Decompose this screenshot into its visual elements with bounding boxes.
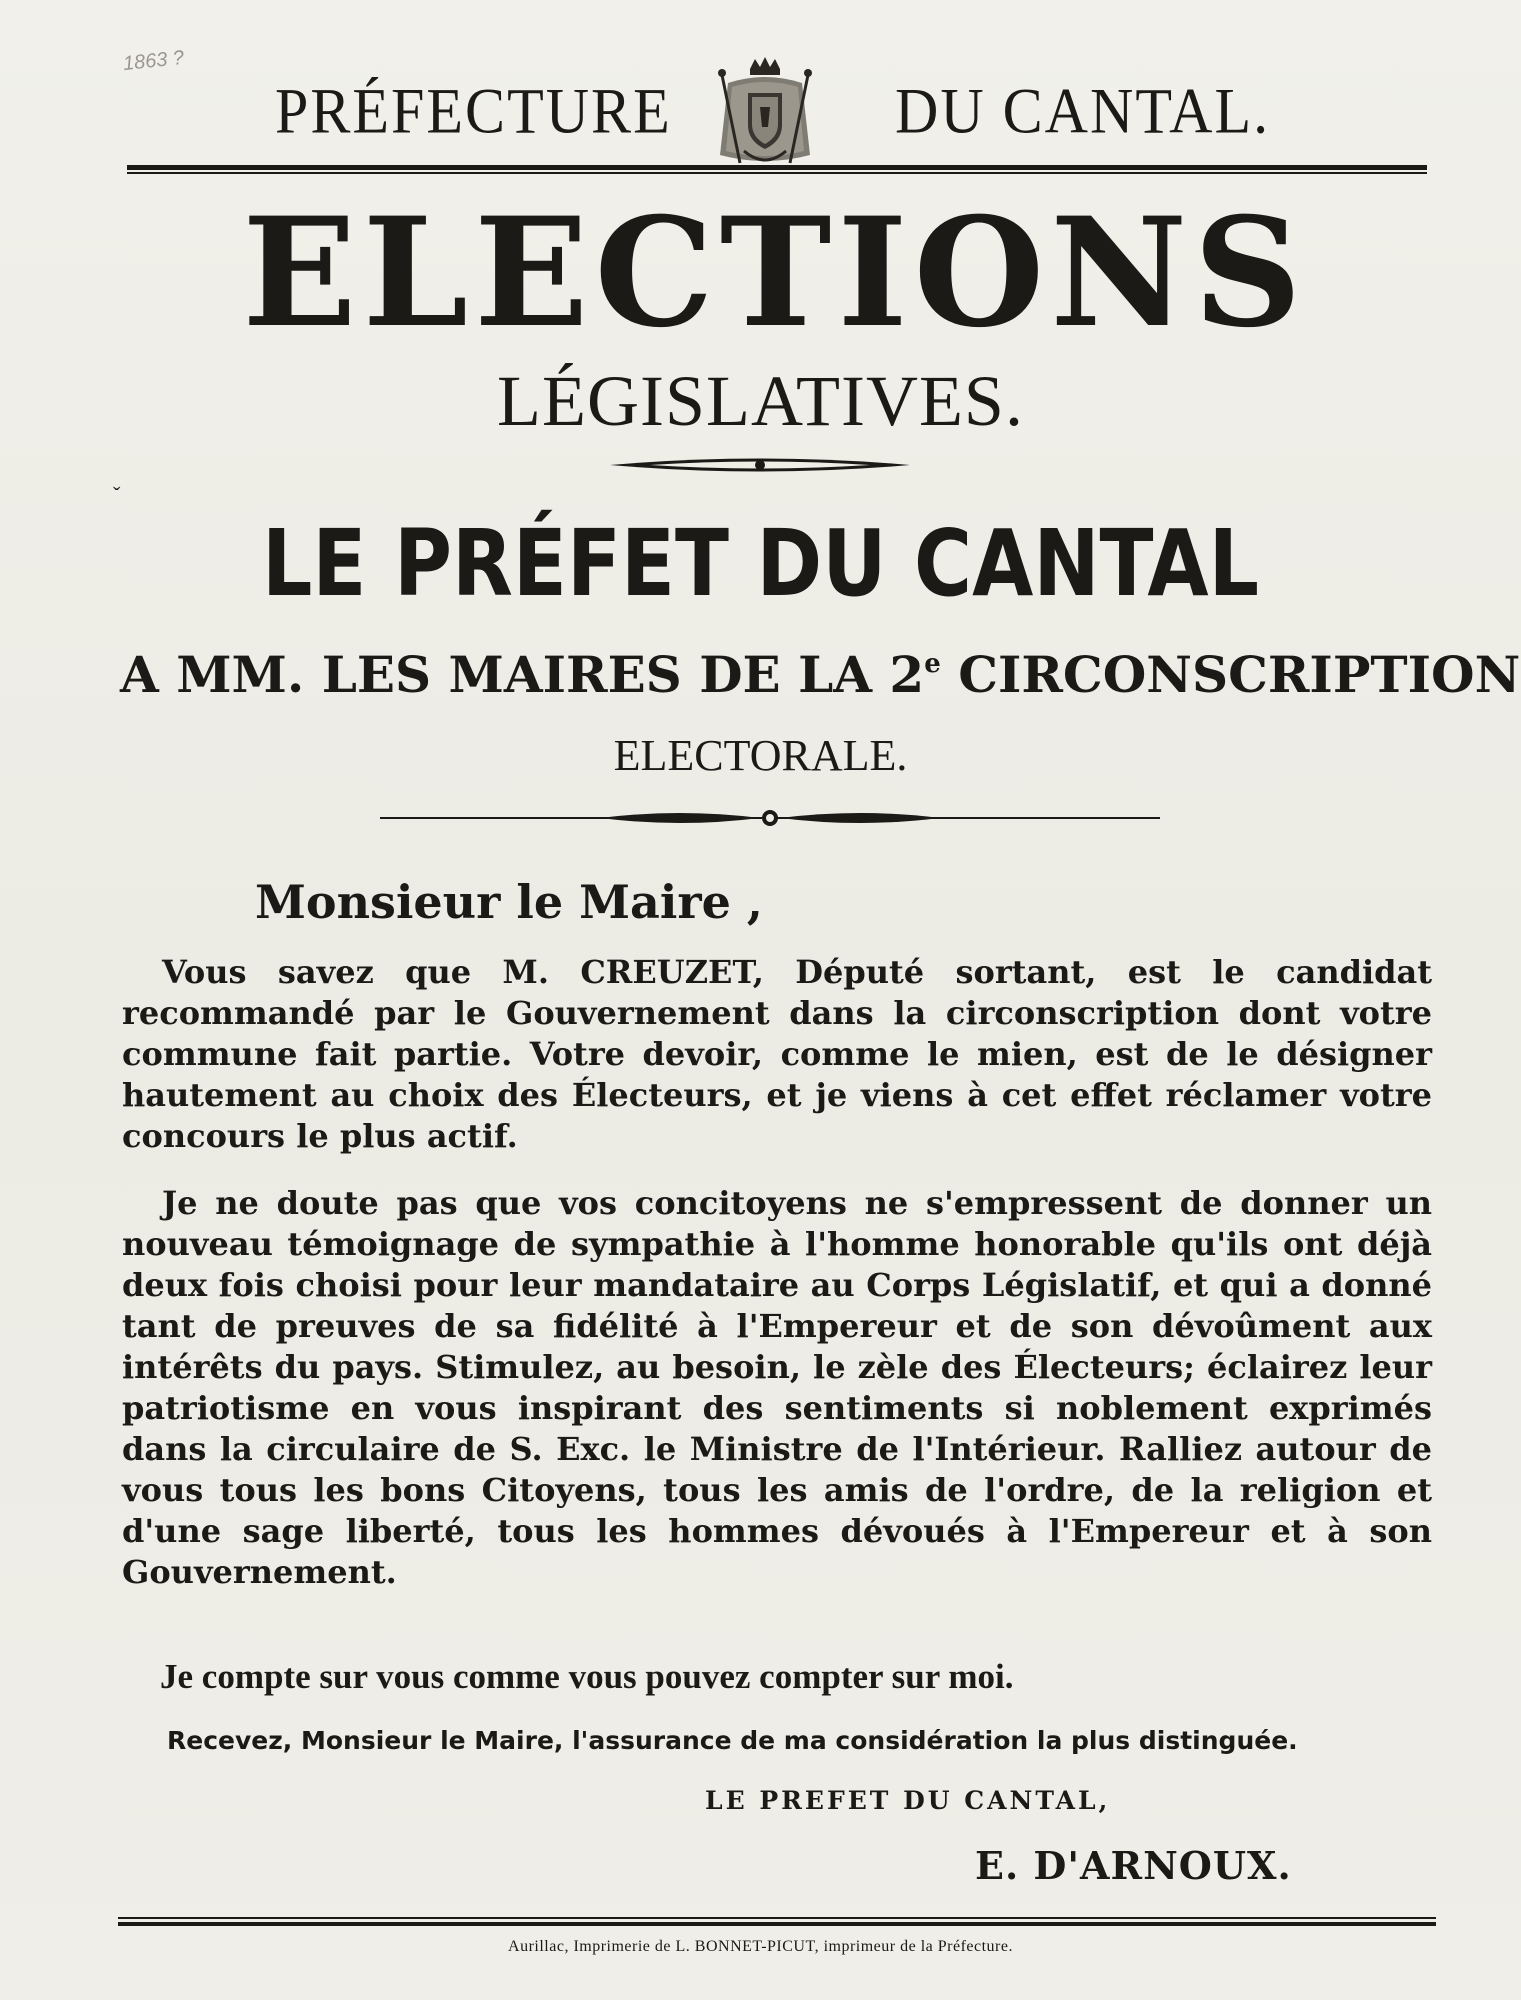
handwritten-annotation: 1863 ?	[121, 46, 186, 76]
coat-of-arms-icon	[710, 55, 820, 173]
closing-line: Je compte sur vous comme vous pouvez compter sur moi.	[160, 1657, 1014, 1696]
signature-title: LE PREFET DU CANTAL,	[705, 1786, 1111, 1815]
addressee-superscript: e	[924, 649, 941, 679]
main-title: ELECTIONS	[242, 185, 1308, 361]
addressee-text-end: CIRCONSCRIPTION	[940, 645, 1521, 704]
signature-name: E. D'ARNOUX.	[975, 1843, 1292, 1888]
printer-imprint: Aurillac, Imprimerie de L. BONNET-PICUT, imprimeur de la Préfecture.	[508, 1938, 1013, 1955]
paragraph-1: Vous savez que M. CREUZET, Député sortant, est le candidat recommandé par le Gouvernement dans la circonscription dont votre commune fait partie. Votre devoir, comme le mien, est de le désigner hautement au choix des Électeurs, et je viens à cet effet réclamer votre concours le plus actif.	[122, 953, 1432, 1155]
bottom-rule	[118, 1917, 1436, 1926]
prefecture-header	[120, 55, 1420, 165]
letter-body	[122, 952, 1432, 1619]
divider-flourish-icon	[380, 806, 1160, 830]
paragraph-2: Je ne doute pas que vos concitoyens ne s'empressent de donner un nouveau témoignage de sympathie à l'homme honorable qu'ils ont déjà deux fois choisi pour leur mandataire au Corps Législatif, et qui a donné tant de preuves de sa fidélité à l'Empereur et de son dévoûment aux intérêts du pays. Stimulez, au besoin, le zèle des Électeurs; éclairez leur patriotisme en vous inspirant des sentiments si noblement exprimés dans la circulaire de S. Exc. le Ministre de l'Intérieur. Ralliez autour de vous tous les bons Citoyens, tous les amis de l'ordre, de la religion et d'une sage liberté, tous les hommes dévoués à l'Empereur et à son Gouvernement.	[122, 1184, 1432, 1591]
header-left-text: PRÉFECTURE	[275, 75, 672, 147]
closing-courtesy: Recevez, Monsieur le Maire, l'assurance de ma considération la plus distinguée.	[167, 1726, 1298, 1755]
top-rule	[127, 165, 1427, 175]
header-right-text: DU CANTAL.	[895, 75, 1271, 147]
prefet-heading: LE PRÉFET DU CANTAL	[261, 510, 1260, 617]
divider-ornament-icon	[610, 452, 910, 478]
margin-mark: ˇ	[113, 482, 121, 507]
addressee-text-start: A MM. LES MAIRES DE LA 2	[120, 645, 925, 704]
addressee-line-2: ELECTORALE.	[613, 731, 908, 780]
salutation: Monsieur le Maire ,	[255, 875, 763, 929]
addressee-line	[120, 645, 1521, 704]
subtitle: LÉGISLATIVES.	[497, 361, 1024, 441]
